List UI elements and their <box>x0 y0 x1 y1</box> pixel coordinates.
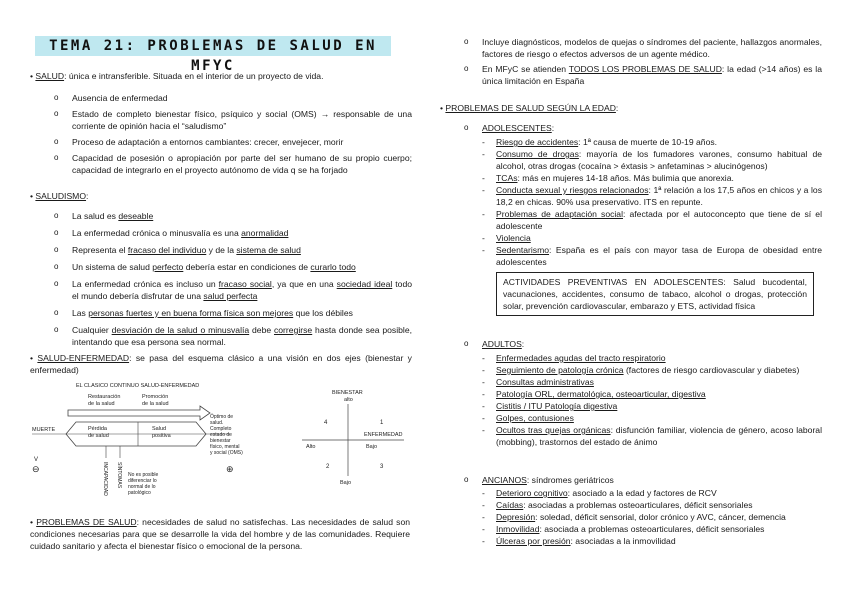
adolescentes-list <box>440 136 822 268</box>
list-item: o ADULTOS: <box>440 338 822 350</box>
svg-text:y social (OMS): y social (OMS) <box>210 450 243 456</box>
svg-text:Alto: Alto <box>306 444 316 450</box>
salud-label: SALUD <box>35 71 65 81</box>
list-item: o La enfermedad crónica es incluso un fracaso social, ya que en una sociedad ideal todo el mundo debería disfrutar de una salud perfecta <box>30 278 412 302</box>
svg-text:Pérdida: Pérdida <box>88 426 107 432</box>
list-item: o ANCIANOS: síndromes geriátricos <box>440 474 822 486</box>
edad-label: PROBLEMAS DE SALUD SEGÚN LA EDAD <box>445 103 616 113</box>
svg-text:V: V <box>34 457 39 463</box>
svg-text:de salud: de salud <box>88 433 109 439</box>
svg-text:positiva: positiva <box>152 433 171 439</box>
list-item: - Problemas de adaptación social: afectada por el autoconcepto que tiene de sí el adolescente <box>440 208 822 232</box>
list-item: o Estado de completo bienestar físico, psíquico y social (OMS) → responsable de una corriente de opinión hacia el “saludismo” <box>30 108 412 132</box>
svg-text:físico, mental: físico, mental <box>210 444 240 450</box>
list-item: - Conducta sexual y riesgos relacionados: 1ª relación a los 17,5 años en chicos y a los 18,2 en chicas. 90% usa preservativo. ITS en repunte. <box>440 184 822 208</box>
svg-text:estado de: estado de <box>210 432 232 438</box>
svg-text:Restauración: Restauración <box>88 394 121 400</box>
svg-text:alto: alto <box>344 397 353 403</box>
list-item: o Proceso de adaptación a entornos cambiantes: crecer, envejecer, morir <box>30 136 412 148</box>
list-item: o Capacidad de posesión o apropiación por parte del ser humano de su propio cuerpo; capacidad de integrarlo en el proyecto autónomo de vida q se ha forjado <box>30 152 412 176</box>
svg-text:Bajo: Bajo <box>366 444 378 450</box>
saludismo-label: SALUDISMO <box>35 191 87 201</box>
list-item: - Cistitis / ITU Patología digestiva <box>440 400 822 412</box>
ancianos-list <box>440 487 822 547</box>
salud-enfermedad-label: SALUD-ENFERMEDAD <box>37 353 130 363</box>
svg-text:1: 1 <box>380 420 384 426</box>
svg-text:normal de lo: normal de lo <box>128 484 156 490</box>
section-adolescentes <box>440 122 822 316</box>
page-title: TEMA 21: PROBLEMAS DE SALUD EN MFYC <box>35 36 391 56</box>
svg-text:salud.: salud. <box>210 420 224 426</box>
svg-text:de la salud: de la salud <box>142 401 169 407</box>
section-adultos <box>440 338 822 448</box>
list-item: o La salud es deseable <box>30 210 412 222</box>
minus-icon: ⊖ <box>32 464 40 474</box>
saludismo-list <box>30 210 412 348</box>
svg-text:No es posible: No es posible <box>128 472 159 478</box>
adolescentes-label: ADOLESCENTES <box>482 123 552 133</box>
svg-text:diferenciar lo: diferenciar lo <box>128 478 157 484</box>
svg-text:Completo: Completo <box>210 426 232 432</box>
list-item: - Deterioro cognitivo: asociado a la edad y factores de RCV <box>440 487 822 499</box>
list-item: - Inmovilidad: asociada a problemas osteoarticulares, déficit sensoriales <box>440 523 822 535</box>
svg-text:bienestar: bienestar <box>210 438 231 444</box>
adultos-list <box>440 352 822 448</box>
top-arrow <box>68 406 210 420</box>
list-item: - Riesgo de accidentes: 1ª causa de muerte de 10-19 años. <box>440 136 822 148</box>
list-item: o La enfermedad crónica o minusvalía es una anormalidad <box>30 227 412 239</box>
list-item: - Consultas administrativas <box>440 376 822 388</box>
list-item: - Ocultos tras quejas orgánicas: disfunción familiar, violencia de género, acoso laboral (mobbing), trastornos del estado de ánimo <box>440 424 822 448</box>
list-item: - Patología ORL, dermatológica, osteoarticular, digestiva <box>440 388 822 400</box>
ancianos-label: ANCIANOS <box>482 475 527 485</box>
plus-icon: ⊕ <box>226 464 234 474</box>
salud-text: : única e intransferible. Situada en el interior de un proyecto de vida. <box>64 71 324 81</box>
list-item: - Seguimiento de patología crónica (factores de riesgo cardiovascular y diabetes) <box>440 364 822 376</box>
svg-text:Salud: Salud <box>152 426 167 432</box>
svg-text:4: 4 <box>324 420 328 426</box>
svg-text:Óptimo de: Óptimo de <box>210 414 234 420</box>
list-item: o En MFyC se atienden TODOS LOS PROBLEMAS DE SALUD: la edad (>14 años) es la única limitación en España <box>440 63 822 87</box>
section-salud-enfermedad: • SALUD-ENFERMEDAD: se pasa del esquema clásico a una visión en dos ejes (bienestar y enfermedad) <box>30 353 412 375</box>
svg-text:BIENESTAR: BIENESTAR <box>332 390 363 396</box>
list-item: - Úlceras por presión: asociadas a la inmovilidad <box>440 535 822 547</box>
list-item: - Violencia <box>440 232 822 244</box>
problemas-cont-list <box>440 36 822 87</box>
list-item: o Representa el fracaso del individuo y de la sistema de salud <box>30 244 412 256</box>
list-item: - Depresión: soledad, déficit sensorial, dolor crónico y AVC, cáncer, demencia <box>440 511 822 523</box>
adultos-label: ADULTOS <box>482 339 522 349</box>
svg-text:INCAPACIDAD: INCAPACIDAD <box>102 462 108 496</box>
list-item: - Enfermedades agudas del tracto respiratorio <box>440 352 822 364</box>
two-axis-diagram <box>280 386 412 492</box>
section-edad: • PROBLEMAS DE SALUD SEGÚN LA EDAD: <box>440 103 619 113</box>
svg-text:SÍNTOMAS: SÍNTOMAS <box>116 462 122 489</box>
list-item: - Consumo de drogas: mayoría de los fumadores varones, consumo habitual de alcohol, otras drogas (cocaína > éxtasis > anfetaminas > alucinógenos) <box>440 148 822 172</box>
problemas-label: PROBLEMAS DE SALUD <box>36 517 137 527</box>
list-item: o Un sistema de salud perfecto debería estar en condiciones de curarlo todo <box>30 261 412 273</box>
continuum-heading: EL CLASICO CONTINUO SALUD-ENFERMEDAD <box>76 383 200 389</box>
svg-text:2: 2 <box>326 464 330 470</box>
section-saludismo: • SALUDISMO: o La salud es deseable o La enfermedad crónica o minusvalía es una anormalidad o Representa el fracaso del individuo y de la sistema de salud o Un sistema de salud perfecto debería estar en condiciones de curarlo todo o La enfermedad crónica es incluso un fracaso social, ya que en una sociedad ideal todo el mundo debería disfrutar de una salud perfecta o Las personas fuertes y en buena forma física son mejores que los débiles o Cualquier desviación de la salud o minusvalía debe corregirse hasta donde sea posible, intentando que esa persona sea normal. <box>30 190 412 348</box>
list-item: o ADOLESCENTES: <box>440 122 822 134</box>
continuum-diagram <box>30 378 270 508</box>
preventive-activities-box: ACTIVIDADES PREVENTIVAS EN ADOLESCENTES: Salud bucodental, vacunaciones, accidentes, consumo de tabaco, alcohol o drogas, protección solar, prevención cardiovascular, embarazo y ETS, actividad física <box>496 272 814 316</box>
list-item: - Caídas: asociadas a problemas osteoarticulares, déficit sensoriales <box>440 499 822 511</box>
section-ancianos <box>440 474 822 547</box>
svg-text:Bajo: Bajo <box>340 480 352 486</box>
svg-text:MUERTE: MUERTE <box>32 427 56 433</box>
svg-text:ENFERMEDAD: ENFERMEDAD <box>364 432 403 438</box>
list-item: - TCAs: más en mujeres 14-18 años. Más bulimia que anorexia. <box>440 172 822 184</box>
list-item: o Incluye diagnósticos, modelos de quejas o síndromes del paciente, hallazgos anormales, factores de riesgo o efectos adversos de un agente médico. <box>440 36 822 60</box>
svg-text:patológico: patológico <box>128 490 151 496</box>
salud-list <box>30 92 412 176</box>
section-problemas: • PROBLEMAS DE SALUD: necesidades de salud no satisfechas. Las necesidades de salud son condiciones necesarias para que se desarrolle la vida del hombre y de las comunidades. Requiere cuidado sanitario y afecta el bienestar físico o emocional de la persona. <box>30 517 411 551</box>
list-item: o Cualquier desviación de la salud o minusvalía debe corregirse hasta donde sea posible, intentando que esa persona sea normal. <box>30 324 412 348</box>
svg-text:de la salud: de la salud <box>88 401 115 407</box>
section-salud: • SALUD: única e intransferible. Situada en el interior de un proyecto de vida. o Ausencia de enfermedad o Estado de completo bienestar físico, psíquico y social (OMS) → responsable de una corriente de opinión hacia el “saludismo” o Proceso de adaptación a entornos cambiantes: crecer, envejecer, morir o Capacidad de posesión o apropiación por parte del ser humano de su propio cuerpo; capacidad de integrarlo en el proyecto autónomo de vida q se ha forjado <box>30 70 412 176</box>
svg-text:3: 3 <box>380 464 384 470</box>
list-item: o Las personas fuertes y en buena forma física son mejores que los débiles <box>30 307 412 319</box>
svg-text:Promoción: Promoción <box>142 394 169 400</box>
list-item: - Sedentarismo: España es el país con mayor tasa de Europa de obesidad entre adolescentes <box>440 244 822 268</box>
list-item: o Ausencia de enfermedad <box>30 92 412 104</box>
list-item: - Golpes, contusiones <box>440 412 822 424</box>
